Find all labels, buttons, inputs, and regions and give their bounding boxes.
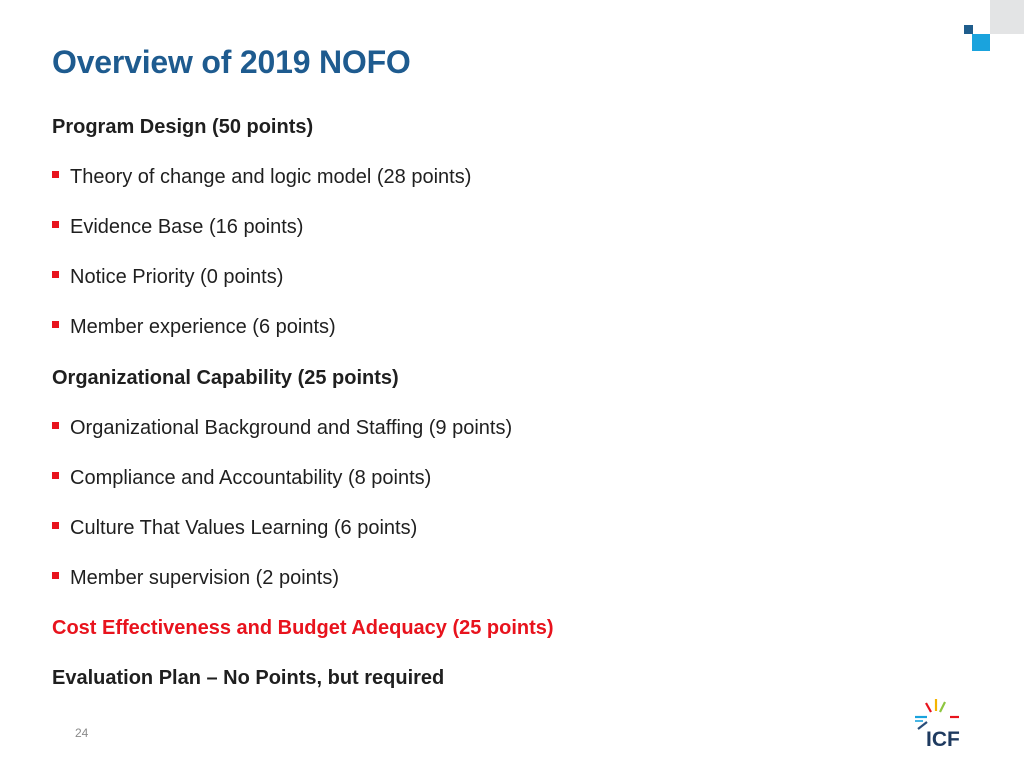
bullet-square-icon — [52, 422, 59, 429]
slide-title: Overview of 2019 NOFO — [52, 44, 411, 80]
section-heading-evaluation-plan: Evaluation Plan – No Points, but required — [52, 667, 445, 689]
bullet-square-icon — [52, 572, 59, 579]
bullet-square-icon — [52, 522, 59, 529]
list-item-text: Member supervision (2 points) — [70, 567, 339, 589]
list-item-text: Notice Priority (0 points) — [70, 266, 284, 288]
bullet-square-icon — [52, 321, 59, 328]
section-heading-cost-effectiveness: Cost Effectiveness and Budget Adequacy (25 points) — [52, 617, 554, 639]
list-item — [52, 312, 336, 342]
list-item-text: Organizational Background and Staffing (9 points) — [70, 417, 513, 439]
corner-decoration-dark-square — [964, 25, 973, 34]
list-item — [52, 463, 431, 493]
list-item-text: Culture That Values Learning (6 points) — [70, 517, 418, 539]
page-number: 24 — [75, 726, 89, 740]
section-heading-organizational-capability: Organizational Capability (25 points) — [52, 367, 399, 389]
list-item-text: Compliance and Accountability (8 points) — [70, 467, 432, 489]
list-item-text: Theory of change and logic model (28 points) — [70, 166, 472, 188]
section-heading-program-design: Program Design (50 points) — [52, 116, 314, 138]
list-item — [52, 262, 283, 292]
logo-text: ICF — [926, 728, 960, 749]
corner-decoration-blue-square — [972, 34, 990, 51]
list-item — [52, 212, 303, 242]
bullet-square-icon — [52, 472, 59, 479]
list-item — [52, 162, 471, 192]
icf-logo — [912, 697, 976, 749]
list-item — [52, 513, 417, 543]
bullet-square-icon — [52, 171, 59, 178]
list-item-text: Evidence Base (16 points) — [70, 216, 304, 238]
logo-burst-icon — [915, 699, 959, 729]
list-item-text: Member experience (6 points) — [70, 316, 336, 338]
corner-decoration-gray — [990, 0, 1024, 34]
list-item — [52, 563, 339, 593]
bullet-square-icon — [52, 221, 59, 228]
bullet-square-icon — [52, 271, 59, 278]
list-item — [52, 413, 512, 443]
